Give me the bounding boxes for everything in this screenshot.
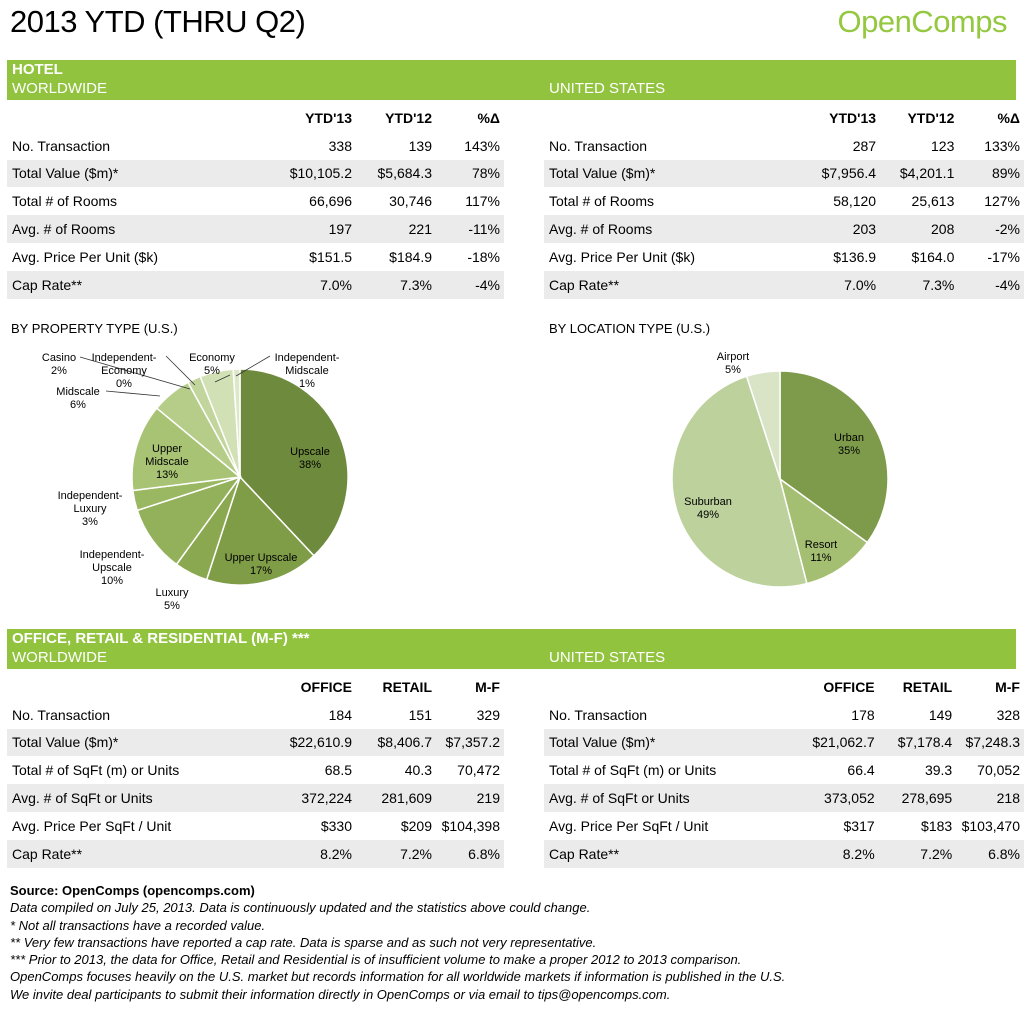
cell-value: 139 [408, 137, 432, 154]
cell-value: 197 [268, 215, 356, 243]
cell-value: $22,610.9 [268, 729, 356, 757]
cell-value: 7.0% [268, 271, 356, 299]
pie-label: Urban 35% [834, 432, 864, 457]
location-chart-title: BY LOCATION TYPE (U.S.) [549, 321, 711, 336]
table-row [7, 160, 504, 188]
table-row [7, 812, 504, 840]
cell-value: -4% [436, 271, 504, 299]
cell-value: 373,052 [793, 784, 879, 812]
column-header: M-F [956, 673, 1024, 701]
table-row [544, 784, 1024, 812]
column-header: %Δ [436, 104, 504, 132]
cell-value: 6.8% [956, 840, 1024, 868]
table-header-row [544, 104, 1024, 132]
row-label: Cap Rate** [7, 840, 268, 868]
footer-note: We invite deal participants to submit their information directly in OpenComps or via email to tips@opencomps.com. [10, 986, 671, 1002]
pie-label: Suburban 49% [684, 496, 732, 521]
cell-value: 58,120 [833, 193, 877, 210]
column-header: YTD'13 [795, 104, 880, 132]
column-header: YTD'12 [356, 104, 436, 132]
cell-value: 8.2% [793, 840, 879, 868]
table-header-blank [7, 104, 268, 132]
cell-value: 70,052 [977, 762, 1020, 779]
cell-value: 7.0% [795, 271, 880, 299]
table-row [544, 271, 1024, 299]
pie2-slices [672, 371, 888, 587]
office-us-table [544, 673, 1024, 868]
pie-label: Upper Upscale 17% [224, 552, 298, 577]
column-header: YTD'13 [268, 104, 356, 132]
cell-value: 39.3 [924, 762, 953, 779]
cell-value: 7.3% [880, 271, 958, 299]
cell-value: 30,746 [389, 193, 432, 210]
cell-value: 281,609 [356, 784, 436, 812]
pie-label: Independent-Upscale 10% [79, 549, 145, 587]
column-header: OFFICE [793, 673, 879, 701]
cell-value: -4% [958, 271, 1024, 299]
cell-value: $7,956.4 [795, 160, 880, 188]
column-header: YTD'12 [880, 104, 958, 132]
cell-value: 219 [436, 784, 504, 812]
cell-value: 143% [464, 137, 500, 154]
table-row [7, 271, 504, 299]
footer-note: ** Very few transactions have reported a cap rate. Data is sparse and as such not very representative. [10, 934, 597, 950]
row-label: Total # of SqFt (m) or Units [549, 762, 717, 779]
column-header: %Δ [958, 104, 1024, 132]
table-row [544, 243, 1024, 271]
cell-value: $7,178.4 [879, 729, 957, 757]
row-label: Total # of Rooms [12, 193, 118, 210]
footer-source: Source: OpenComps (opencomps.com) [10, 883, 255, 898]
pie-label: Independent-Luxury 3% [57, 490, 123, 528]
pie-label: Independent-Midscale 1% [274, 352, 340, 390]
pie-label: Resort 11% [804, 539, 838, 564]
cell-value: 66,696 [309, 193, 352, 210]
office-worldwide-table [7, 673, 504, 868]
pie-label: Casino 2% [41, 352, 77, 377]
leader-line [106, 391, 160, 396]
row-label: No. Transaction [549, 706, 648, 723]
cell-value: 149 [928, 706, 953, 723]
table-header-row [7, 673, 504, 701]
cell-value: 221 [356, 215, 436, 243]
row-label: Avg. # of Rooms [544, 215, 795, 243]
page-title: 2013 YTD (THRU Q2) [10, 4, 306, 39]
cell-value: 328 [996, 706, 1020, 723]
cell-value: 278,695 [879, 784, 957, 812]
pie-label: Midscale 6% [56, 386, 100, 411]
office-section-header [7, 629, 1016, 669]
cell-value: 7.3% [356, 271, 436, 299]
row-label: Avg. Price Per SqFt / Unit [549, 817, 709, 834]
table-row [544, 215, 1024, 243]
table-row [544, 812, 1024, 840]
pie-label: Airport 5% [716, 351, 750, 376]
cell-value: 338 [328, 137, 352, 154]
cell-value: 133% [984, 137, 1020, 154]
cell-value: 7.2% [879, 840, 957, 868]
table-header-row [7, 104, 504, 132]
cell-value: $183 [921, 817, 953, 834]
cell-value: 70,472 [457, 762, 500, 779]
pie-label: Upper Midscale 13% [145, 443, 189, 481]
row-label: Avg. Price Per SqFt / Unit [12, 817, 172, 834]
pie-label: Economy 5% [189, 352, 235, 377]
cell-value: 8.2% [268, 840, 356, 868]
location-type-pie-chart [650, 340, 950, 600]
row-label: Total Value ($m)* [7, 160, 268, 188]
cell-value: 6.8% [436, 840, 504, 868]
table-row [7, 132, 504, 160]
column-header: RETAIL [356, 673, 436, 701]
hotel-worldwide-table [7, 104, 504, 299]
cell-value: $151.5 [309, 248, 352, 265]
table-row [7, 215, 504, 243]
hotel-heading: HOTEL [12, 61, 63, 78]
row-label: Total Value ($m)* [7, 729, 268, 757]
table-header-blank [544, 104, 795, 132]
table-row [544, 160, 1024, 188]
footer-note: *** Prior to 2013, the data for Office, Retail and Residential is of insufficient volume to make a proper 2012 to 2013 comparison. [10, 952, 742, 968]
row-label: Total Value ($m)* [544, 160, 795, 188]
cell-value: 25,613 [911, 193, 955, 210]
row-label: Cap Rate** [544, 271, 795, 299]
row-label: Avg. Price Per Unit ($k) [12, 248, 159, 265]
row-label: No. Transaction [549, 137, 648, 154]
pie-label: Independent-Economy 0% [91, 352, 157, 390]
cell-value: $103,470 [961, 817, 1020, 834]
cell-value: -11% [436, 215, 504, 243]
cell-value: 40.3 [404, 762, 432, 779]
footer-note: Data compiled on July 25, 2013. Data is continuously updated and the statistics above could change. [10, 900, 591, 916]
cell-value: $136.9 [833, 248, 877, 265]
cell-value: $209 [400, 817, 432, 834]
cell-value: 208 [880, 215, 958, 243]
cell-value: 178 [851, 706, 875, 723]
table-row [7, 784, 504, 812]
cell-value: 203 [795, 215, 880, 243]
property-chart-title: BY PROPERTY TYPE (U.S.) [11, 321, 178, 336]
column-header: M-F [436, 673, 504, 701]
cell-value: 218 [956, 784, 1024, 812]
row-label: Avg. # of Rooms [7, 215, 268, 243]
cell-value: 151 [408, 706, 432, 723]
cell-value: 127% [984, 193, 1020, 210]
column-header: OFFICE [268, 673, 356, 701]
cell-value: $7,248.3 [956, 729, 1024, 757]
brand-logo: OpenComps [837, 4, 1007, 39]
table-header-blank [544, 673, 793, 701]
footer-notes [10, 882, 785, 1003]
table-row [7, 243, 504, 271]
column-header: RETAIL [879, 673, 957, 701]
cell-value: 89% [958, 160, 1024, 188]
cell-value: 78% [436, 160, 504, 188]
table-header-row [544, 673, 1024, 701]
cell-value: 117% [465, 193, 500, 210]
office-worldwide-label: WORLDWIDE [12, 649, 107, 666]
cell-value: 184 [328, 706, 352, 723]
cell-value: 7.2% [356, 840, 436, 868]
table-row [544, 132, 1024, 160]
cell-value: -18% [467, 248, 500, 265]
hotel-us-label: UNITED STATES [549, 80, 666, 97]
cell-value: 329 [476, 706, 500, 723]
table-row [7, 729, 504, 757]
row-label: No. Transaction [12, 137, 111, 154]
cell-value: $5,684.3 [356, 160, 436, 188]
row-label: Total # of Rooms [549, 193, 655, 210]
cell-value: 123 [931, 137, 955, 154]
row-label: Total # of SqFt (m) or Units [12, 762, 180, 779]
row-label: Avg. # of SqFt or Units [7, 784, 268, 812]
row-label: Cap Rate** [7, 271, 268, 299]
cell-value: 68.5 [324, 762, 352, 779]
row-label: Total Value ($m)* [544, 729, 793, 757]
table-row [544, 701, 1024, 729]
row-label: Cap Rate** [544, 840, 793, 868]
cell-value: -2% [958, 215, 1024, 243]
row-label: Avg. Price Per Unit ($k) [549, 248, 696, 265]
cell-value: 287 [852, 137, 877, 154]
hotel-worldwide-label: WORLDWIDE [12, 80, 107, 97]
row-label: Avg. # of SqFt or Units [544, 784, 793, 812]
table-row [544, 840, 1024, 868]
table-row [7, 187, 504, 215]
table-row [544, 187, 1024, 215]
cell-value: $317 [843, 817, 875, 834]
cell-value: $7,357.2 [436, 729, 504, 757]
cell-value: 372,224 [268, 784, 356, 812]
row-label: No. Transaction [12, 706, 111, 723]
table-header-blank [7, 673, 268, 701]
cell-value: $330 [320, 817, 352, 834]
table-row [7, 701, 504, 729]
cell-value: $164.0 [911, 248, 955, 265]
cell-value: -17% [987, 248, 1020, 265]
cell-value: $184.9 [389, 248, 432, 265]
cell-value: $10,105.2 [268, 160, 356, 188]
footer-note: OpenComps focuses heavily on the U.S. market but records information for all worldwide markets if information is published in the U.S. [10, 969, 786, 985]
pie-label: Upscale 38% [290, 446, 330, 471]
table-row [7, 756, 504, 784]
pie-label: Luxury 5% [155, 587, 189, 610]
table-row [7, 840, 504, 868]
table-row [544, 756, 1024, 784]
table-row [544, 729, 1024, 757]
cell-value: $104,398 [441, 817, 500, 834]
property-type-pie-chart [0, 340, 380, 610]
footer-note: * Not all transactions have a recorded value. [10, 917, 266, 933]
hotel-us-table [544, 104, 1024, 299]
cell-value: $21,062.7 [793, 729, 879, 757]
office-heading: OFFICE, RETAIL & RESIDENTIAL (M-F) *** [12, 630, 310, 647]
cell-value: $4,201.1 [880, 160, 958, 188]
cell-value: $8,406.7 [356, 729, 436, 757]
hotel-section-header [7, 60, 1016, 100]
cell-value: 66.4 [847, 762, 875, 779]
office-us-label: UNITED STATES [549, 649, 666, 666]
